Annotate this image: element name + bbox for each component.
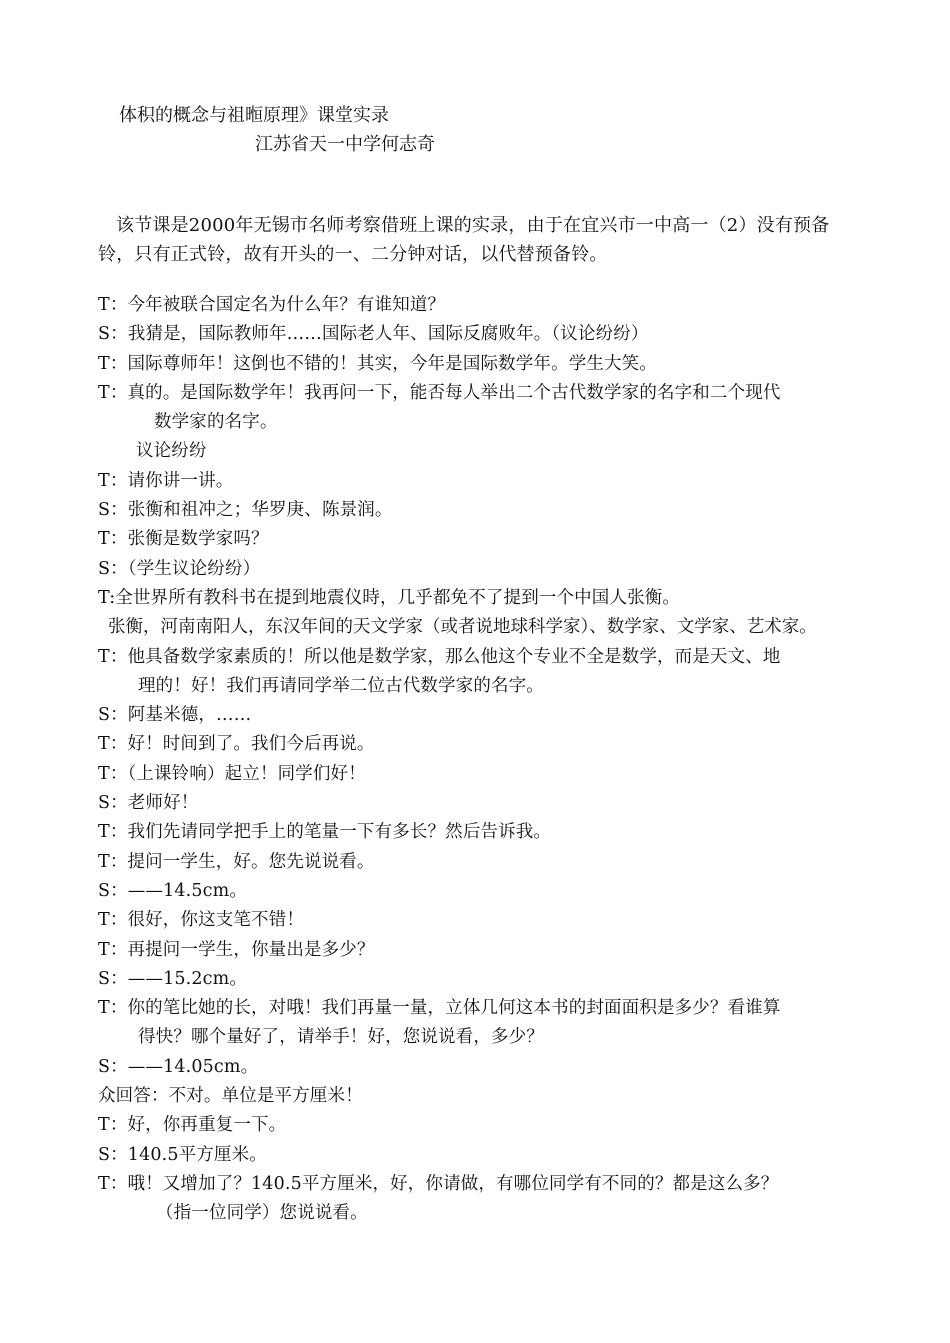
dialogue-continuation: 数学家的名字。 [154,412,278,433]
dialogue-line: T:全世界所有教科书在提到地震仪時，几乎都免不了提到一个中国人张衡。 [98,587,681,608]
stage-note: 议论纷纷 [136,441,207,462]
dialogue-line: S：张衡和祖冲之；华罗庚、陈景润。 [98,500,393,521]
dialogue-line: T：我们先请同学把手上的笔量一下有多长？然后告诉我。 [98,822,552,843]
dialogue-line: S：——14.5cm。 [98,880,247,901]
dialogue-line: T：今年被联合国定名为什么年？有谁知道？ [98,295,446,315]
dialogue-line: T：哦！又增加了？140.5平方厘米，好，你请做，有哪位同学有不同的？都是这么多？ [98,1173,779,1194]
dialogue-transcript [98,291,856,1229]
dialogue-line: T：很好，你这支笔不错！ [98,910,304,931]
dialogue-line: T：国际尊师年！这倒也不错的！其实，今年是国际数学年。学生大笑。 [98,353,657,374]
dialogue-line: T：好，你再重复一下。 [98,1115,287,1136]
document-author: 江苏省天一中学何志奇 [255,134,435,155]
document-title: 体积的概念与祖暅原理》课堂实录 [119,105,389,126]
dialogue-line: T：提问一学生，好。您先说说看。 [98,851,375,872]
dialogue-line: S：140.5平方厘米。 [98,1144,267,1165]
dialogue-line: T：他具备数学家素质的！所以他是数学家，那么他这个专业不全是数学，而是天文、地 [98,646,781,667]
dialogue-line: T：请你讲一讲。 [98,470,234,491]
dialogue-line: S：阿基米德，…… [98,705,252,726]
dialogue-line: S：——15.2cm。 [98,968,247,989]
narrative-paragraph: 张衡，河南南阳人，东汉年间的天文学家（或者说地球科学家）、数学家、文学家、艺术家。 [108,617,817,638]
dialogue-line: T：再提问一学生，你量出是多少？ [98,939,375,960]
dialogue-line: S：我猜是，国际教师年……国际老人年、国际反腐败年。（议论纷纷） [98,324,649,345]
dialogue-line: S：——14.05cm。 [98,1056,259,1077]
dialogue-line: T：（上课铃响）起立！同学们好！ [98,763,366,784]
dialogue-line: T：好！时间到了。我们今后再说。 [98,734,375,755]
dialogue-line: S：（学生议论纷纷） [98,558,261,579]
dialogue-line: 众回答：不对。单位是平方厘米！ [98,1086,363,1107]
dialogue-line: T：张衡是数学家吗？ [98,529,269,550]
intro-paragraph: 该节课是2000年无锡市名师考察借班上课的实录，由于在宜兴市一中高一（2）没有预备铃，只有正式铃，故有开头的一、二分钟对话，以代替预备铃。 [98,215,830,265]
dialogue-line: S：老师好！ [98,793,199,814]
dialogue-continuation: 得快？哪个量好了，请举手！好，您说说看，多少？ [138,1027,544,1048]
dialogue-line: T：你的笔比她的长，对哦！我们再量一量，立体几何这本书的封面面积是多少？看谁算 [98,998,781,1019]
dialogue-continuation: （指一位同学）您说说看。 [156,1203,368,1224]
dialogue-continuation: 理的！好！我们再请同学举二位古代数学家的名字。 [138,675,544,696]
dialogue-line: T：真的。是国际数学年！我再问一下，能否每人举出二个古代数学家的名字和二个现代 [98,382,781,403]
